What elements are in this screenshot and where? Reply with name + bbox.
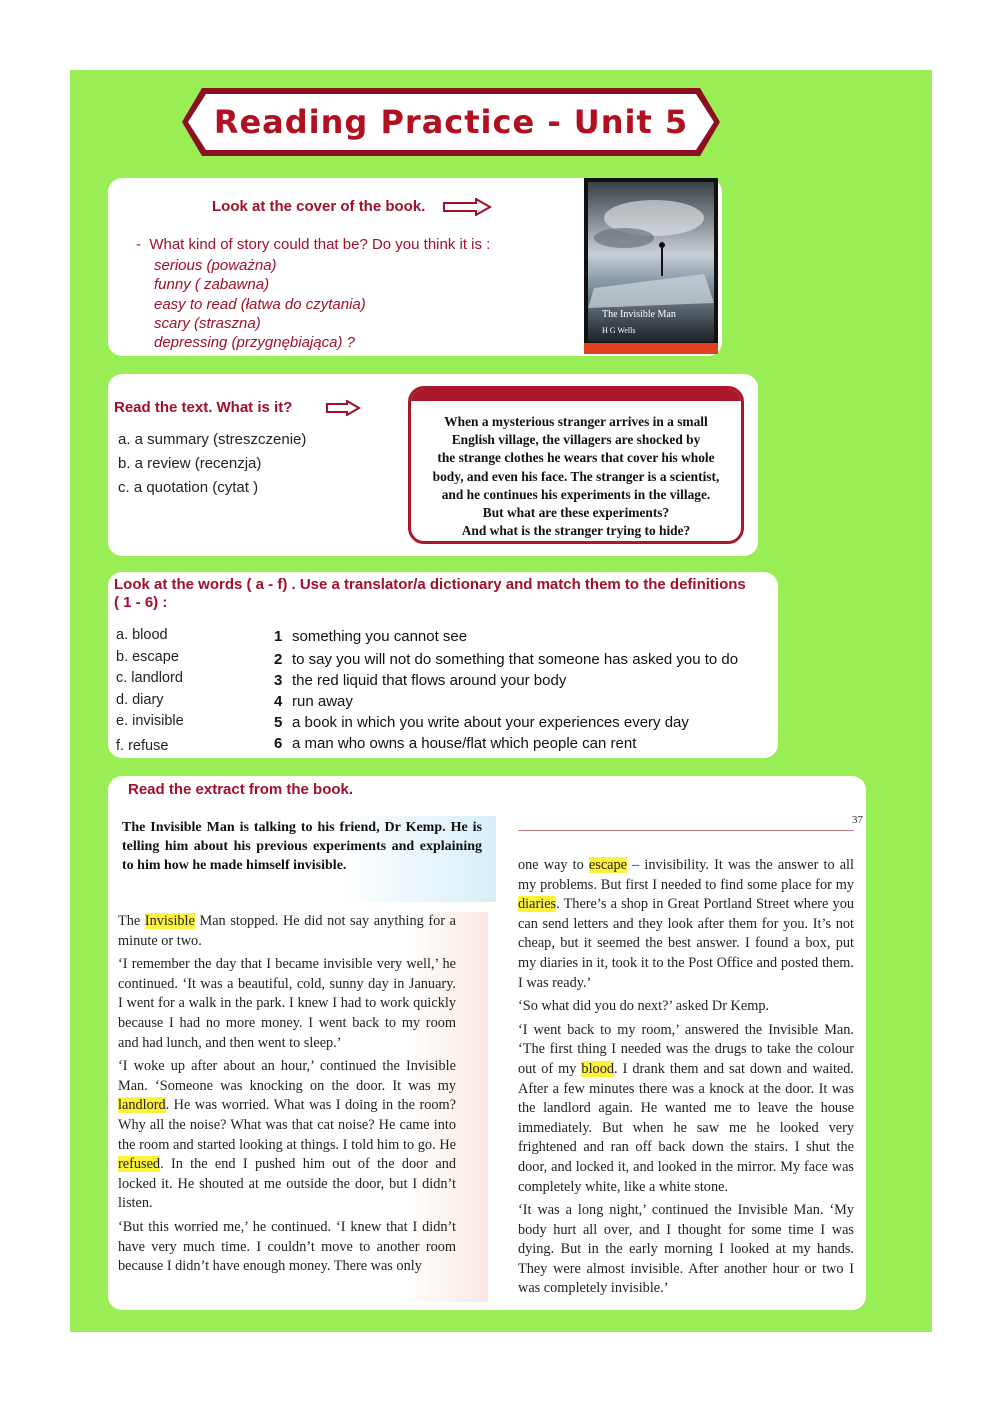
list-item: depressing (przygnębiająca) ? bbox=[154, 334, 355, 352]
definition-item: 2 to say you will not do something that someone has asked you to do bbox=[274, 651, 739, 668]
paragraph: ‘I woke up after about an hour,’ continued the Invisible Man. ‘Someone was knocking on the door. It was my landlord. He was worried. What was I doing in the room? Why all the noise? What was that cat noise? He came into the room and started looking at things. I told him to go. He refused. In the end I pushed him out of the door and locked it. He shouted at me outside the door, but I didn’t listen. bbox=[118, 1058, 456, 1212]
list-item: b. a review (recenzja) bbox=[118, 455, 262, 472]
blurb-box bbox=[408, 386, 744, 544]
paragraph: ‘I went back to my room,’ answered the Invisible Man. ‘The first thing I needed was the drugs to take the colour out of my blood. I drank them and sat down and waited. After a few minutes there was a knock at the door. It was the landlord again. He wanted me to leave the house immediately. But when he saw me he looked very frightened and ran off back down the stairs. I shut the door, and locked it, and looked in the mirror. My face was completely white, like a white stone. bbox=[518, 1021, 855, 1195]
paragraph: ‘I remember the day that I became invisible very well,’ he continued. ‘It was a beautiful, cold, sunny day in January. I went for a walk in the park. I knew I had to work quickly because I had no more money. I went back to my room and had lunch, and then went to sleep.’ bbox=[118, 956, 456, 1051]
word-item: a. blood bbox=[116, 627, 168, 643]
definition-item: 5 a book in which you write about your experiences every day bbox=[274, 714, 689, 731]
list-item: scary (straszna) bbox=[154, 314, 261, 332]
intro-panel bbox=[108, 816, 496, 902]
highlight: diaries bbox=[518, 896, 557, 913]
definition-item: 1 something you cannot see bbox=[274, 628, 468, 645]
highlight: escape bbox=[588, 857, 628, 873]
text-type-card bbox=[108, 374, 758, 556]
paragraph: ‘So what did you do next?’ asked Dr Kemp. bbox=[518, 998, 770, 1015]
extract-heading: Read the extract from the book. bbox=[128, 781, 354, 798]
text-type-heading: Read the text. What is it? bbox=[114, 399, 361, 416]
cover-question: - What kind of story could that be? Do you think it is : bbox=[136, 236, 491, 253]
right-arrow-icon bbox=[325, 400, 361, 416]
definition-item: 6 a man who owns a house/flat which people can rent bbox=[274, 735, 637, 752]
definition-item: 3 the red liquid that flows around your body bbox=[274, 672, 567, 689]
definition-item: 4 run away bbox=[274, 693, 353, 710]
right-arrow-icon bbox=[442, 198, 492, 216]
extract-card bbox=[108, 776, 866, 1310]
highlight: blood bbox=[581, 1060, 614, 1077]
title-banner bbox=[180, 86, 722, 158]
blurb-text: When a mysterious stranger arrives in a small English village, the villagers are shocked by the strange clothes he wears that cover his whole body, and even his face. The stranger is a scientist, and he continues his experiments in the village. But what are these experiments? And what is the stranger trying to hide? bbox=[432, 414, 720, 539]
list-item: funny ( zabawna) bbox=[154, 276, 270, 294]
cover-heading: Look at the cover of the book. bbox=[212, 198, 492, 216]
text-type-options bbox=[118, 428, 306, 500]
list-item: easy to read (łatwa do czytania) bbox=[154, 295, 366, 313]
list-item: a. a summary (streszczenie) bbox=[118, 431, 307, 448]
paragraph: ‘But this worried me,’ he continued. ‘I knew that I didn’t have very much time. I couldn’t move to another room because I didn’t have enough money. There was only bbox=[118, 1218, 456, 1275]
highlight: landlord bbox=[118, 1097, 166, 1114]
cover-author: H G Wells bbox=[602, 326, 636, 335]
page-title: Reading Practice - Unit 5 bbox=[213, 103, 689, 141]
word-item: f. refuse bbox=[116, 737, 169, 754]
blurb-top-bar bbox=[411, 389, 741, 401]
cover-strip bbox=[584, 343, 718, 354]
word-item: b. escape bbox=[116, 648, 179, 665]
page-rule bbox=[518, 830, 854, 831]
extract-right-column bbox=[518, 856, 854, 1303]
definition-list bbox=[274, 628, 738, 756]
paragraph: one way to escape – invisibility. It was the answer to all my problems. But first I needed to find some place for my diaries. There’s a shop in Great Portland Street where you can send letters and they look after them for you. It’s not cheap, but it seemed the best answer. I found a box, put my diaries in it, took it to the Post Office and posted them. I was ready.’ bbox=[518, 857, 854, 991]
intro-text: The Invisible Man is talking to his friend, Dr Kemp. He is telling him about his previous experiments and explaining to him how he made himself invisible. bbox=[122, 820, 482, 873]
highlight: refused bbox=[118, 1156, 161, 1173]
matching-card bbox=[108, 572, 778, 758]
book-cover-image bbox=[584, 178, 718, 354]
matching-heading: Look at the words ( a - f) . Use a translator/a dictionary and match them to the definitions ( 1 - 6) : bbox=[114, 576, 746, 611]
word-list bbox=[116, 627, 184, 759]
paragraph: The Invisible Man stopped. He did not say anything for a minute or two. bbox=[118, 913, 456, 949]
word-item: e. invisible bbox=[116, 713, 184, 729]
cover-card bbox=[108, 178, 722, 356]
extract-left-column bbox=[118, 912, 456, 1281]
list-item: c. a quotation (cytat ) bbox=[118, 479, 259, 496]
word-item: d. diary bbox=[116, 691, 164, 708]
word-item: c. landlord bbox=[116, 670, 183, 686]
mood-options bbox=[154, 256, 366, 352]
page-number: 37 bbox=[852, 814, 863, 826]
paragraph: ‘It was a long night,’ continued the Invisible Man. ‘My body hurt all over, and I thought for some time I was dying. But in the early morning I looked at my hands. They were almost invisible. After another hour or two I was completely invisible.’ bbox=[518, 1202, 854, 1297]
cover-title: The Invisible Man bbox=[602, 309, 676, 320]
list-item: serious (poważna) bbox=[154, 257, 277, 274]
highlight: Invisible bbox=[144, 913, 195, 929]
